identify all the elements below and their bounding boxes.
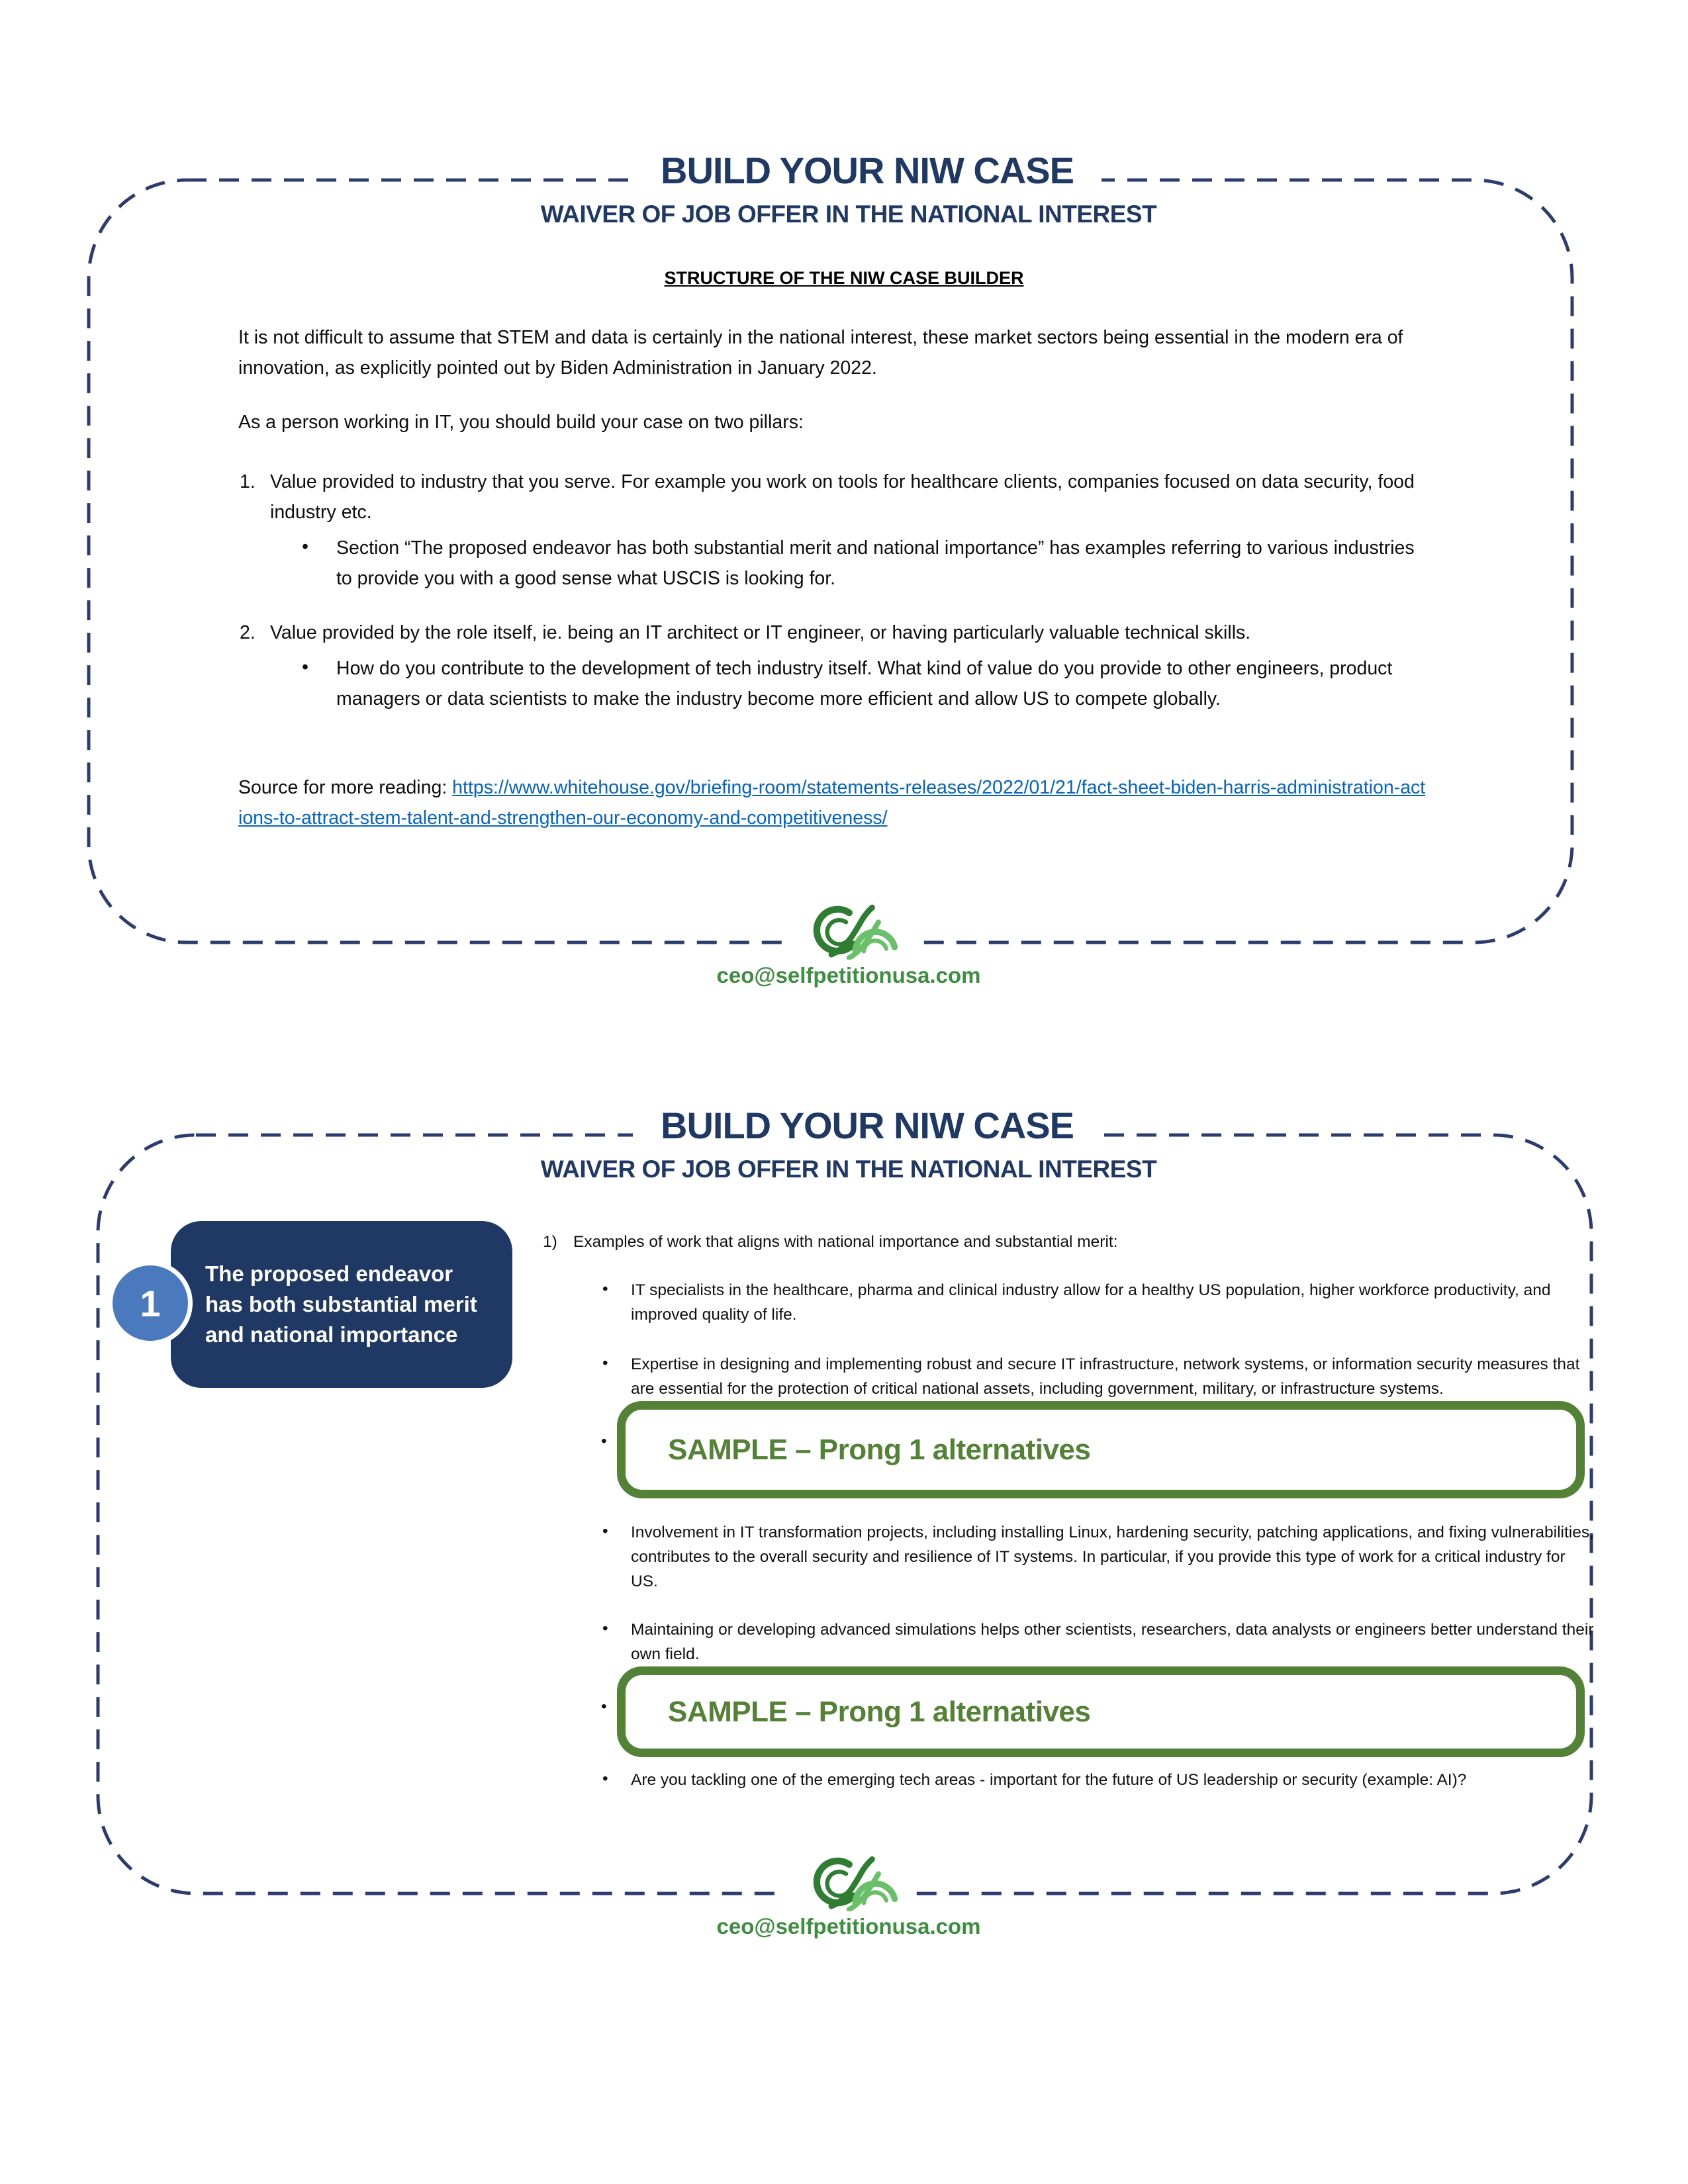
bullet-item — [543, 1617, 1597, 1666]
bullet-text: Expertise in designing and implementing robust and secure IT infrastructure, network systems, or information security measures that are essential for the protection of critical national assets, including government, military, or infrastructure systems. — [631, 1355, 1580, 1398]
prong1-pillar-text: The proposed endeavor has both substantial merit and national importance — [205, 1261, 477, 1347]
bullet-item — [543, 1520, 1597, 1594]
bullet-dot-icon: • — [602, 1354, 608, 1372]
sub-bullet-text: How do you contribute to the development of tech industry itself. What kind of value do you provide to other engineers, product managers or data scientists to make the industry become more efficient and allow US to compete globally. — [336, 658, 1393, 709]
source-label: Source for more reading: — [238, 777, 453, 798]
sample-callout-row — [601, 1401, 1597, 1498]
sample-label: SAMPLE – Prong 1 alternatives — [668, 1696, 1091, 1728]
bullet-text: Maintaining or developing advanced simulations helps other scientists, researchers, data analysts or engineers better understand their own field. — [631, 1621, 1594, 1663]
section2-subtitle: WAIVER OF JOB OFFER IN THE NATIONAL INTEREST — [540, 1156, 1157, 1183]
contact-email: ceo@selfpetitionusa.com — [716, 963, 981, 987]
prong1-pillar-box — [171, 1221, 512, 1388]
selfpetition-logo-icon — [782, 899, 915, 960]
selfpetition-logo-icon — [782, 1850, 915, 1911]
structure-heading: STRUCTURE OF THE NIW CASE BUILDER — [664, 268, 1024, 288]
bullet-dot-icon: • — [302, 657, 308, 678]
prong-number-badge — [113, 1265, 188, 1341]
sample-callout-row — [601, 1666, 1597, 1757]
paragraph: It is not difficult to assume that STEM and data is certainly in the national interest, these market sectors being essential in the modern era of innovation, as explicitly pointed out by Biden Administration in January 2022. — [238, 327, 1403, 379]
bullet-item — [543, 1278, 1597, 1327]
item-text: Value provided to industry that you serve. For example you work on tools for healthcare clients, companies focused on data security, food industry etc. — [270, 471, 1415, 523]
sub-bullet-text: Section “The proposed endeavor has both substantial merit and national importance” has examples referring to various industries to provide you with a good sense what USCIS is looking for. — [336, 537, 1415, 589]
bullet-text: IT specialists in the healthcare, pharma and clinical industry allow for a healthy US population, higher workforce productivity, and improved quality of life. — [631, 1281, 1551, 1324]
sub-bullet-item — [238, 653, 1427, 714]
sub-bullet-item — [238, 533, 1427, 594]
paragraph: As a person working in IT, you should build your case on two pillars: — [238, 412, 804, 433]
numbered-item — [238, 467, 1427, 527]
bullet-dot-icon: • — [302, 536, 308, 557]
examples-intro — [543, 1230, 1597, 1254]
section2-content-column — [543, 1230, 1597, 1792]
bullet-item — [543, 1768, 1597, 1792]
bullet-dot-icon: • — [601, 1698, 607, 1715]
bullet-dot-icon: • — [602, 1619, 608, 1637]
source-link[interactable]: https://www.whitehouse.gov/briefing-room/statements-releases/2022/01/21/fact-sheet-biden-harris-administration-actions-to-attract-stem-talent-and-strengthen-our-economy-and-competitiveness/ — [238, 777, 1426, 829]
sample-callout-box — [617, 1401, 1585, 1498]
bullet-dot-icon: • — [602, 1522, 608, 1540]
sample-callout-box — [617, 1666, 1585, 1757]
item-number: 1. — [240, 471, 256, 492]
bullet-item — [543, 1352, 1597, 1401]
bullet-dot-icon: • — [602, 1280, 608, 1298]
item-text: Value provided by the role itself, ie. being an IT architect or IT engineer, or having particularly valuable technical skills. — [270, 622, 1251, 643]
item-number: 2. — [240, 622, 256, 643]
sample-label: SAMPLE – Prong 1 alternatives — [668, 1433, 1091, 1466]
bullet-dot-icon: • — [601, 1432, 607, 1450]
numbered-item — [238, 617, 1427, 648]
bullet-dot-icon: • — [602, 1770, 608, 1788]
bullet-text: Are you tackling one of the emerging tech areas - important for the future of US leadership or security (example: AI)? — [631, 1771, 1467, 1789]
intro-number: 1) — [543, 1233, 557, 1251]
spacer — [238, 594, 1427, 617]
section1-title: BUILD YOUR NIW CASE — [633, 149, 1102, 192]
badge-number: 1 — [140, 1282, 161, 1324]
section2-title: BUILD YOUR NIW CASE — [633, 1104, 1102, 1147]
intro-text: Examples of work that aligns with national importance and substantial merit: — [573, 1233, 1118, 1251]
section1-subtitle: WAIVER OF JOB OFFER IN THE NATIONAL INTEREST — [540, 201, 1157, 228]
bullet-text: Involvement in IT transformation projects, including installing Linux, hardening security, patching applications, and fixing vulnerabilities, contributes to the overall security and resilience of IT systems. In particular, if you provide this type of work for a critical industry for US. — [631, 1524, 1594, 1590]
contact-email: ceo@selfpetitionusa.com — [716, 1914, 981, 1938]
section1-body — [238, 322, 1427, 833]
source-line — [238, 772, 1427, 833]
